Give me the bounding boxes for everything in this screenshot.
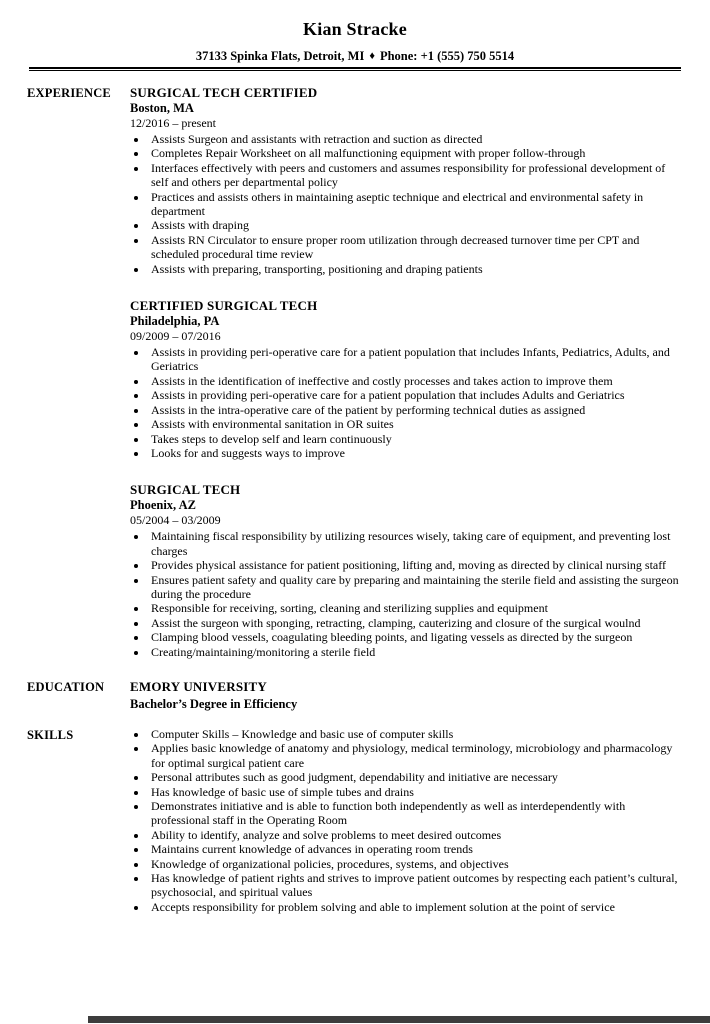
education-label: EDUCATION bbox=[27, 679, 105, 694]
job-dates: 12/2016 – present bbox=[130, 116, 216, 130]
job-title: SURGICAL TECH CERTIFIED bbox=[130, 85, 318, 100]
bullet-item: • Interfaces effectively with peers and customers and assumes responsibility for professional development of self and others per departmental policy bbox=[148, 161, 683, 190]
section-experience bbox=[27, 85, 683, 659]
skill-item: • Applies basic knowledge of anatomy and physiology, medical terminology, microbiology and pharmacology for optimal surgical patient care bbox=[148, 741, 683, 770]
job-dates: 05/2004 – 03/2009 bbox=[130, 513, 221, 528]
skills-label: SKILLS bbox=[27, 727, 74, 742]
job-bullet-list bbox=[130, 345, 683, 460]
bullet-item: • Takes steps to develop self and learn continuously bbox=[148, 432, 683, 446]
skill-item: • Personal attributes such as good judgment, dependability and initiative are necessary bbox=[148, 770, 683, 784]
bullet-item: • Clamping blood vessels, coagulating bleeding points, and ligating vessels as directed by the surgeon bbox=[148, 630, 683, 644]
job-entry-2 bbox=[130, 298, 683, 460]
skill-item: • Knowledge of organizational policies, procedures, systems, and objectives bbox=[148, 857, 683, 871]
skill-item: • Ability to identify, analyze and solve problems to meet desired outcomes bbox=[148, 828, 683, 842]
bullet-item: • Creating/maintaining/monitoring a sterile field bbox=[148, 645, 683, 659]
school-name: EMORY UNIVERSITY bbox=[130, 678, 267, 694]
address-text: 37133 Spinka Flats, Detroit, MI bbox=[195, 49, 365, 63]
job-title: CERTIFIED SURGICAL TECH bbox=[130, 298, 318, 314]
skill-item: • Demonstrates initiative and is able to function both independently as well as interdependently with professional staff in the Operating Room bbox=[148, 799, 683, 828]
bullet-item: • Assists in the intra-operative care of the patient by performing technical duties as assigned bbox=[148, 403, 683, 417]
bullet-item: • Assists Surgeon and assistants with retraction and suction as directed bbox=[148, 132, 683, 146]
bottom-edge-bar bbox=[88, 1016, 710, 1023]
skills-bullet-list bbox=[130, 727, 683, 914]
contact-line bbox=[27, 49, 683, 65]
header-rule bbox=[29, 67, 681, 71]
job-location: Philadelphia, PA bbox=[130, 314, 220, 329]
education-content bbox=[130, 679, 683, 712]
experience-label: EXPERIENCE bbox=[27, 86, 111, 100]
bullet-item: • Assists with environmental sanitation in OR suites bbox=[148, 417, 683, 431]
bullet-item: • Provides physical assistance for patient positioning, lifting and, moving as directed by clinical nursing staff bbox=[148, 558, 683, 572]
bullet-item: • Completes Repair Worksheet on all malfunctioning equipment with proper follow-through bbox=[148, 146, 683, 160]
bullet-item: • Assists in providing peri-operative care for a patient population that includes Infants, Pediatrics, Adults, and Geriatrics bbox=[148, 345, 683, 374]
bullet-item: • Assists with draping bbox=[148, 218, 683, 232]
degree-name: Bachelor’s Degree in Efficiency bbox=[130, 696, 298, 711]
job-entry-3 bbox=[130, 482, 683, 659]
bullet-item: • Assists in the identification of ineffective and costly processes and takes action to improve them bbox=[148, 374, 683, 388]
skill-item: • Has knowledge of patient rights and strives to improve patient outcomes by respecting each patient’s cultural, psychosocial, and spiritual values bbox=[148, 871, 683, 900]
bullet-item: • Looks for and suggests ways to improve bbox=[148, 446, 683, 460]
resume-header bbox=[27, 18, 683, 71]
skill-item: • Has knowledge of basic use of simple tubes and drains bbox=[148, 785, 683, 799]
section-education bbox=[27, 679, 683, 712]
job-bullet-list bbox=[130, 529, 683, 659]
bullet-item: • Assists with preparing, transporting, positioning and draping patients bbox=[148, 262, 683, 276]
diamond-icon: ♦ bbox=[369, 50, 375, 62]
job-location: Phoenix, AZ bbox=[130, 498, 196, 513]
bullet-item: • Assist the surgeon with sponging, retracting, clamping, cauterizing and closure of the surgical woulnd bbox=[148, 616, 683, 630]
bullet-item: • Responsible for receiving, sorting, cleaning and sterilizing supplies and equipment bbox=[148, 601, 683, 615]
phone-text: Phone: +1 (555) 750 5514 bbox=[379, 49, 515, 63]
job-title: SURGICAL TECH bbox=[130, 482, 241, 498]
skills-content bbox=[130, 727, 683, 914]
bullet-item: • Ensures patient safety and quality care by preparing and maintaining the sterile field and assisting the surgeon during the procedure bbox=[148, 573, 683, 602]
bullet-item: • Practices and assists others in maintaining aseptic technique and electrical and environmental safety in department bbox=[148, 190, 683, 219]
skill-item: • Maintains current knowledge of advances in operating room trends bbox=[148, 842, 683, 856]
bullet-item: • Maintaining fiscal responsibility by utilizing resources wisely, taking care of equipment, and preventing lost charges bbox=[148, 529, 683, 558]
experience-content bbox=[130, 85, 683, 659]
skill-item: • Accepts responsibility for problem solving and able to implement solution at the point of service bbox=[148, 900, 683, 914]
bullet-item: • Assists in providing peri-operative care for a patient population that includes Adults and Geriatrics bbox=[148, 388, 683, 402]
skill-item: • Computer Skills – Knowledge and basic use of computer skills bbox=[148, 727, 683, 741]
section-skills bbox=[27, 727, 683, 914]
job-location: Boston, MA bbox=[130, 101, 194, 115]
job-dates: 09/2009 – 07/2016 bbox=[130, 329, 221, 344]
candidate-name: Kian Stracke bbox=[303, 19, 407, 39]
job-entry-1 bbox=[130, 85, 683, 276]
bullet-item: • Assists RN Circulator to ensure proper room utilization through decreased turnover time per CPT and scheduled procedural time review bbox=[148, 233, 683, 262]
job-bullet-list bbox=[130, 132, 683, 276]
